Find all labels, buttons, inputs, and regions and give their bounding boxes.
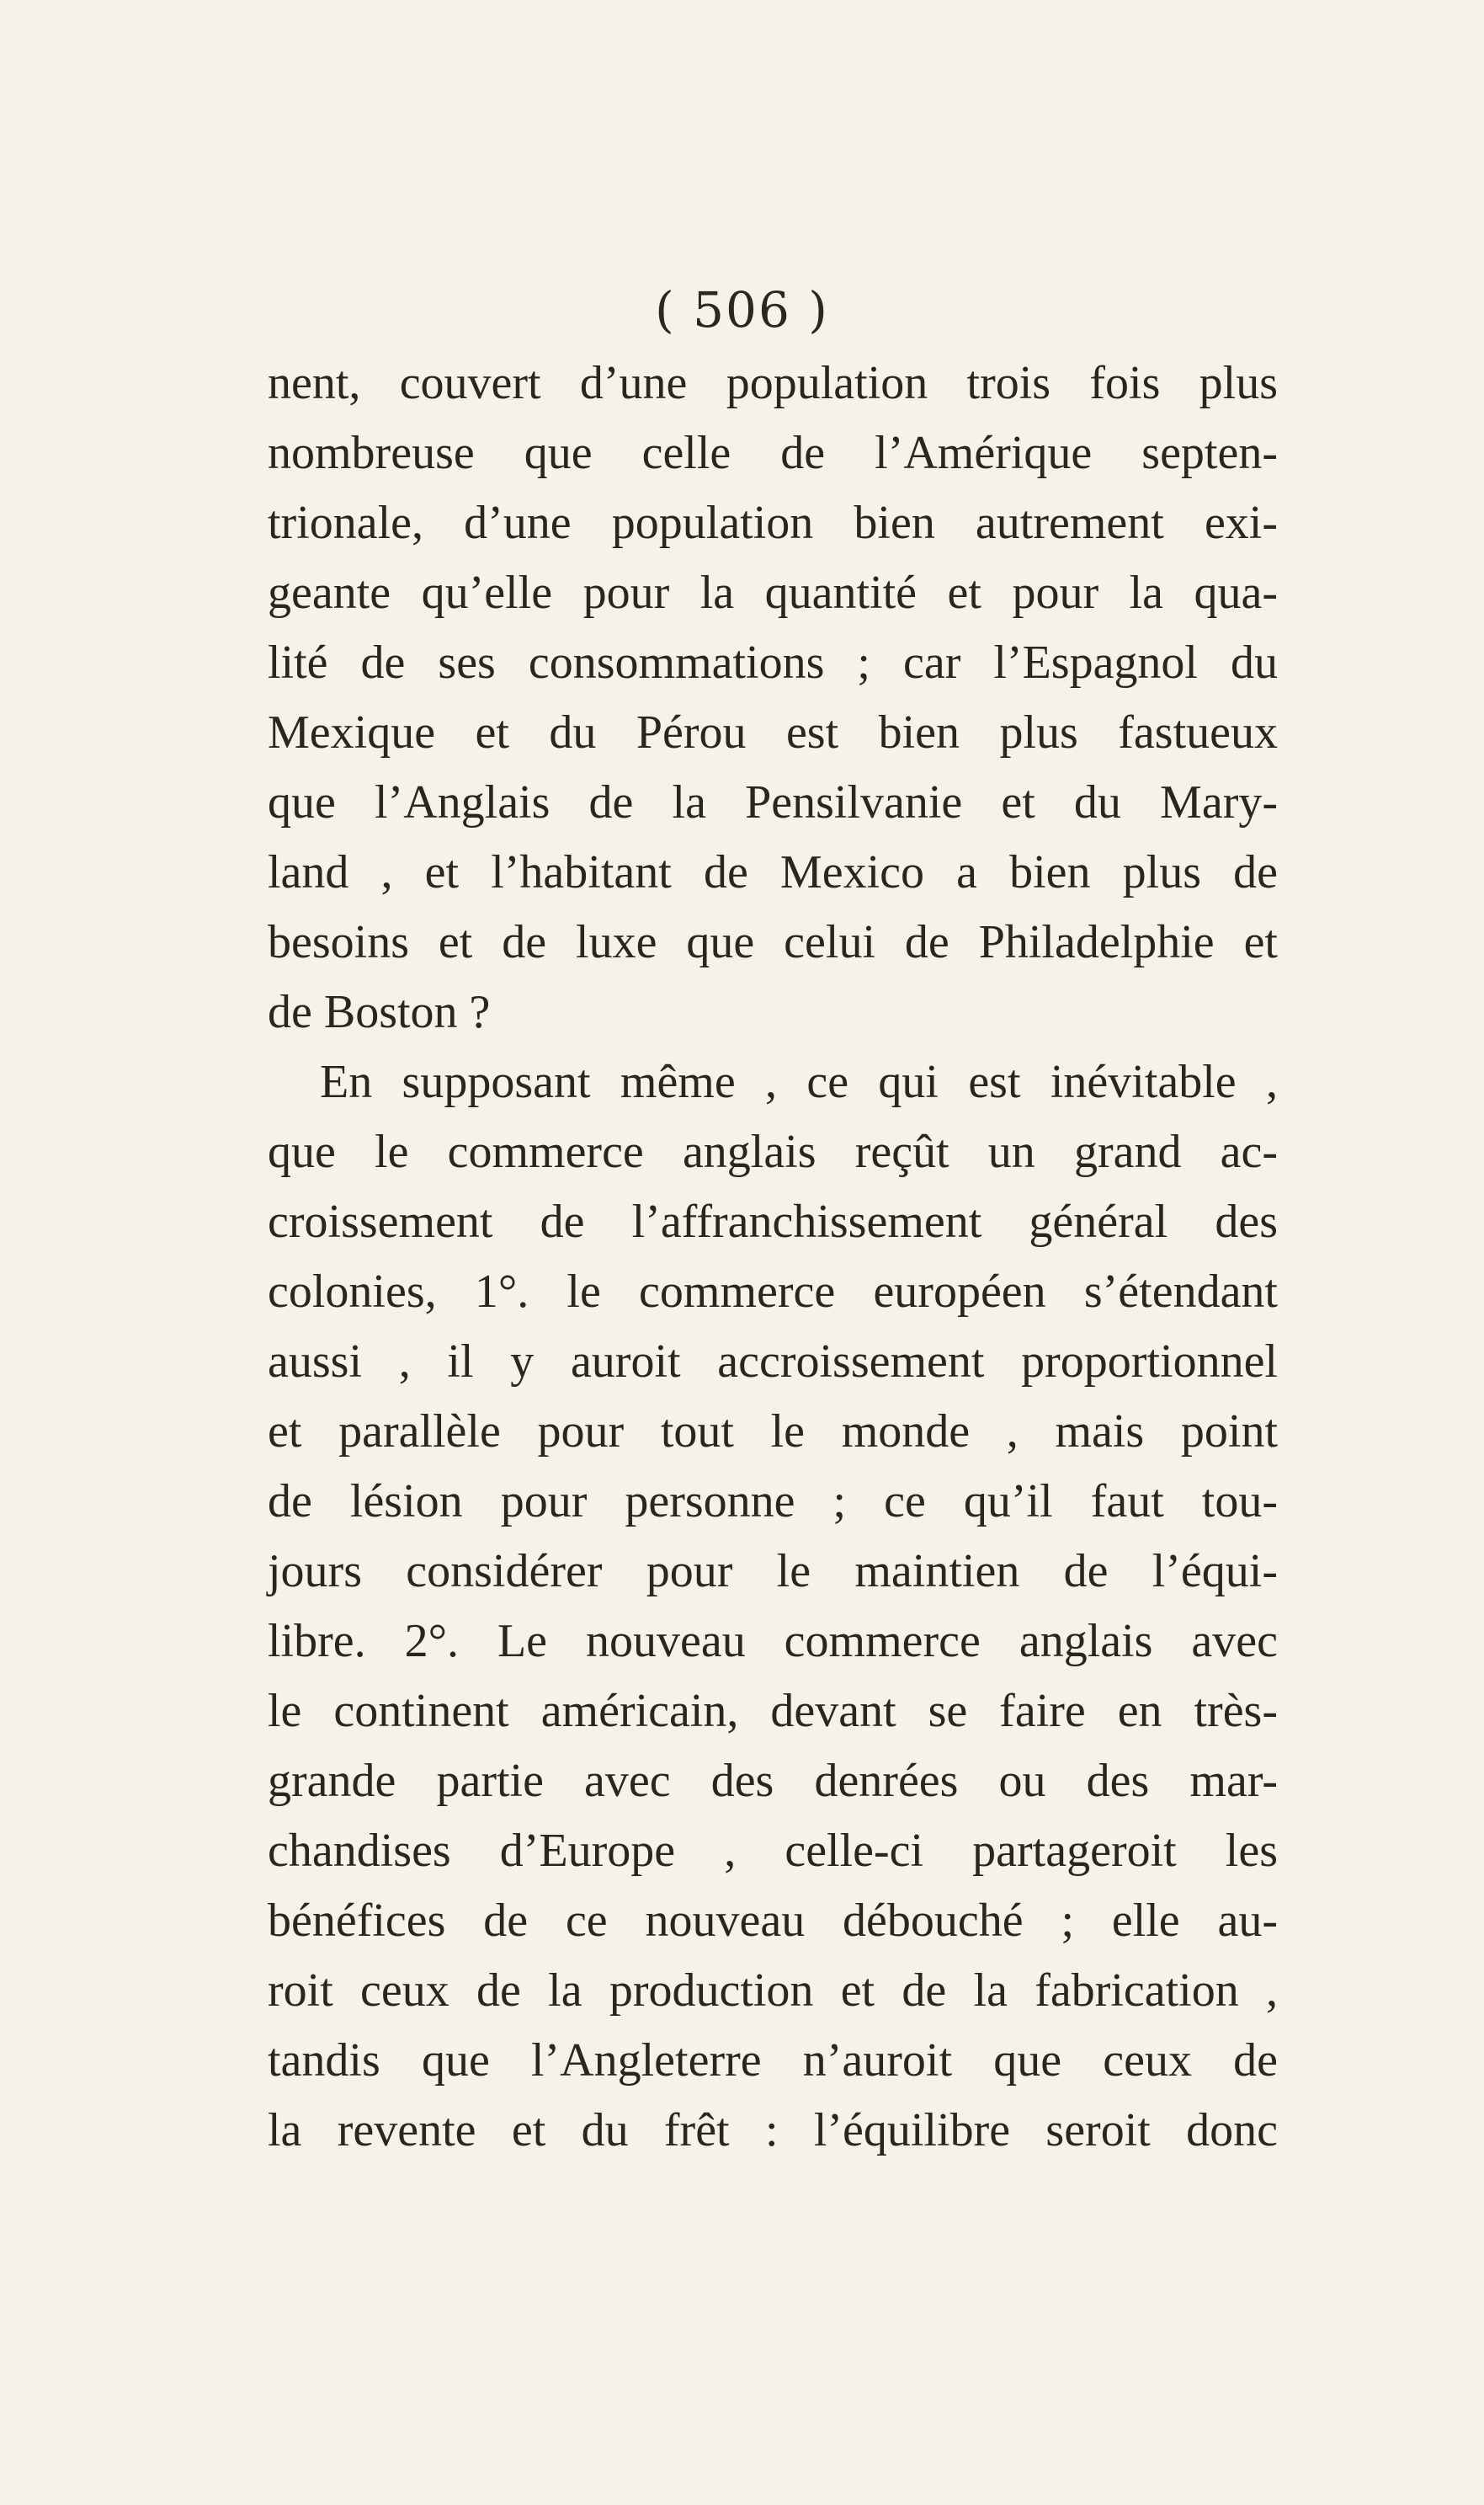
text-line: nombreuse que celle de l’Amérique septen-	[268, 427, 1278, 479]
text-line: et parallèle pour tout le monde , mais point	[268, 1405, 1278, 1458]
text-line: lité de ses consommations ; car l’Espagnol du	[268, 637, 1278, 689]
text-line: land , et l’habitant de Mexico a bien plus de	[268, 846, 1278, 898]
text-line: grande partie avec des denrées ou des mar-	[268, 1755, 1278, 1807]
paragraph-end-line: de Boston ?	[268, 986, 491, 1038]
text-line: roit ceux de la production et de la fabrication ,	[268, 1964, 1278, 2017]
text-line: geante qu’elle pour la quantité et pour la qua-	[268, 567, 1278, 619]
text-line: le continent américain, devant se faire en très-	[268, 1685, 1278, 1737]
text-line: jours considérer pour le maintien de l’équi-	[268, 1545, 1278, 1597]
text-line: nent, couvert d’une population trois fois plus	[268, 357, 1278, 409]
text-line: colonies, 1°. le commerce européen s’étendant	[268, 1266, 1278, 1318]
text-line: trionale, d’une population bien autrement exi-	[268, 497, 1278, 549]
text-line: besoins et de luxe que celui de Philadelphie et	[268, 916, 1278, 968]
text-line: aussi , il y auroit accroissement proportionnel	[268, 1335, 1278, 1388]
text-line: chandises d’Europe , celle-ci partageroit les	[268, 1825, 1278, 1877]
body-text	[268, 349, 1278, 2166]
page-number: ( 506 )	[655, 281, 829, 338]
text-line: la revente et du frêt : l’équilibre seroit donc	[268, 2104, 1278, 2156]
text-line: libre. 2°. Le nouveau commerce anglais avec	[268, 1615, 1278, 1667]
text-line: de lésion pour personne ; ce qu’il faut tou-	[268, 1475, 1278, 1527]
text-line: croissement de l’affranchissement général des	[268, 1196, 1278, 1248]
paragraph-start-line: En supposant même , ce qui est inévitable ,	[320, 1056, 1278, 1108]
text-line: que l’Anglais de la Pensilvanie et du Mary-	[268, 776, 1278, 829]
text-line: tandis que l’Angleterre n’auroit que ceux de	[268, 2034, 1278, 2087]
text-line: Mexique et du Pérou est bien plus fastueux	[268, 706, 1278, 759]
text-line: que le commerce anglais reçût un grand ac-	[268, 1126, 1278, 1178]
text-line: bénéfices de ce nouveau débouché ; elle au-	[268, 1895, 1278, 1947]
